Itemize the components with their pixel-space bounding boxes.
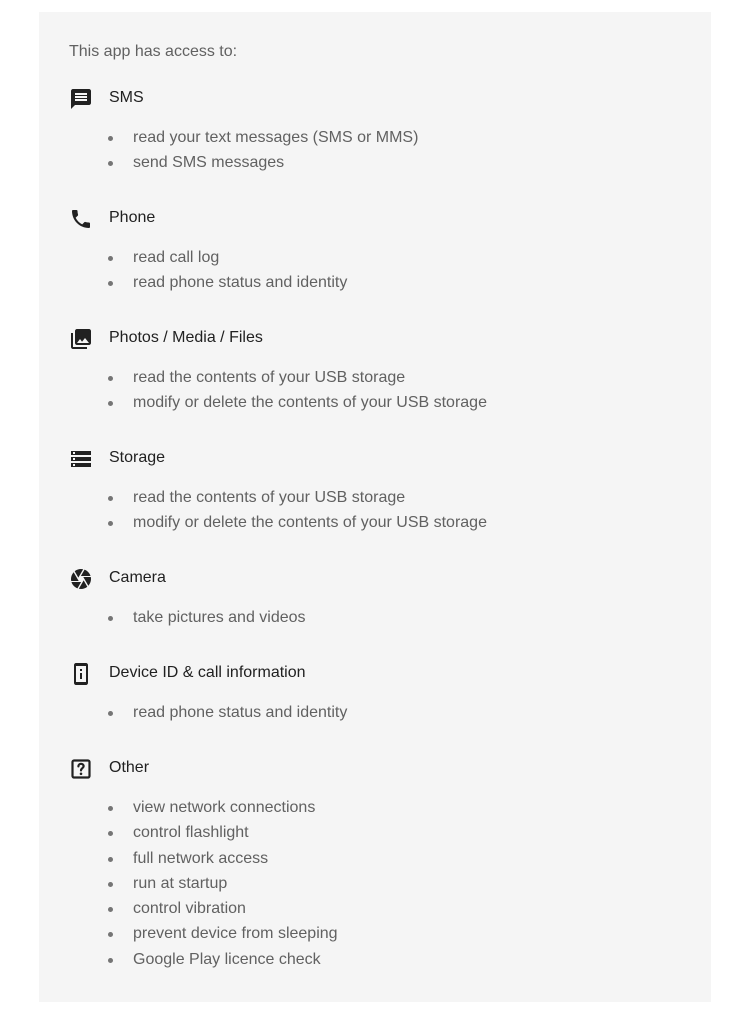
- permission-item: prevent device from sleeping: [104, 921, 338, 946]
- permission-list: [104, 365, 487, 416]
- phone-icon: [69, 207, 93, 231]
- permission-list: [104, 795, 338, 972]
- permission-item: read call log: [104, 245, 347, 270]
- permission-list: [104, 245, 347, 296]
- permission-item: read phone status and identity: [104, 270, 347, 295]
- permission-item: read your text messages (SMS or MMS): [104, 125, 418, 150]
- permission-group-title: Other: [109, 759, 150, 776]
- permission-item: modify or delete the contents of your USB storage: [104, 510, 487, 535]
- permission-item: control vibration: [104, 896, 338, 921]
- camera-shutter-icon: [69, 567, 93, 591]
- permission-list: [104, 700, 347, 725]
- permission-group-title: Phone: [109, 209, 156, 226]
- permission-item: modify or delete the contents of your USB storage: [104, 390, 487, 415]
- permissions-header: This app has access to:: [69, 43, 238, 60]
- permission-item: read phone status and identity: [104, 700, 347, 725]
- permission-group-title: Device ID & call information: [109, 664, 306, 681]
- permission-group-title: Storage: [109, 449, 166, 466]
- permission-group-title: Photos / Media / Files: [109, 329, 263, 346]
- permission-item: read the contents of your USB storage: [104, 485, 487, 510]
- permission-item: view network connections: [104, 795, 338, 820]
- permission-item: Google Play licence check: [104, 947, 338, 972]
- permission-list: [104, 605, 306, 630]
- permission-item: take pictures and videos: [104, 605, 306, 630]
- permission-group-title: Camera: [109, 569, 166, 586]
- photos-icon: [69, 327, 93, 351]
- permission-item: send SMS messages: [104, 150, 418, 175]
- permission-item: run at startup: [104, 871, 338, 896]
- permission-item: control flashlight: [104, 820, 338, 845]
- permission-group-title: SMS: [109, 89, 144, 106]
- help-box-icon: [69, 757, 93, 781]
- permission-item: full network access: [104, 846, 338, 871]
- permission-list: [104, 125, 418, 176]
- message-icon: [69, 87, 93, 111]
- permission-list: [104, 485, 487, 536]
- device-info-icon: [69, 662, 93, 686]
- storage-icon: [69, 447, 93, 471]
- permission-item: read the contents of your USB storage: [104, 365, 487, 390]
